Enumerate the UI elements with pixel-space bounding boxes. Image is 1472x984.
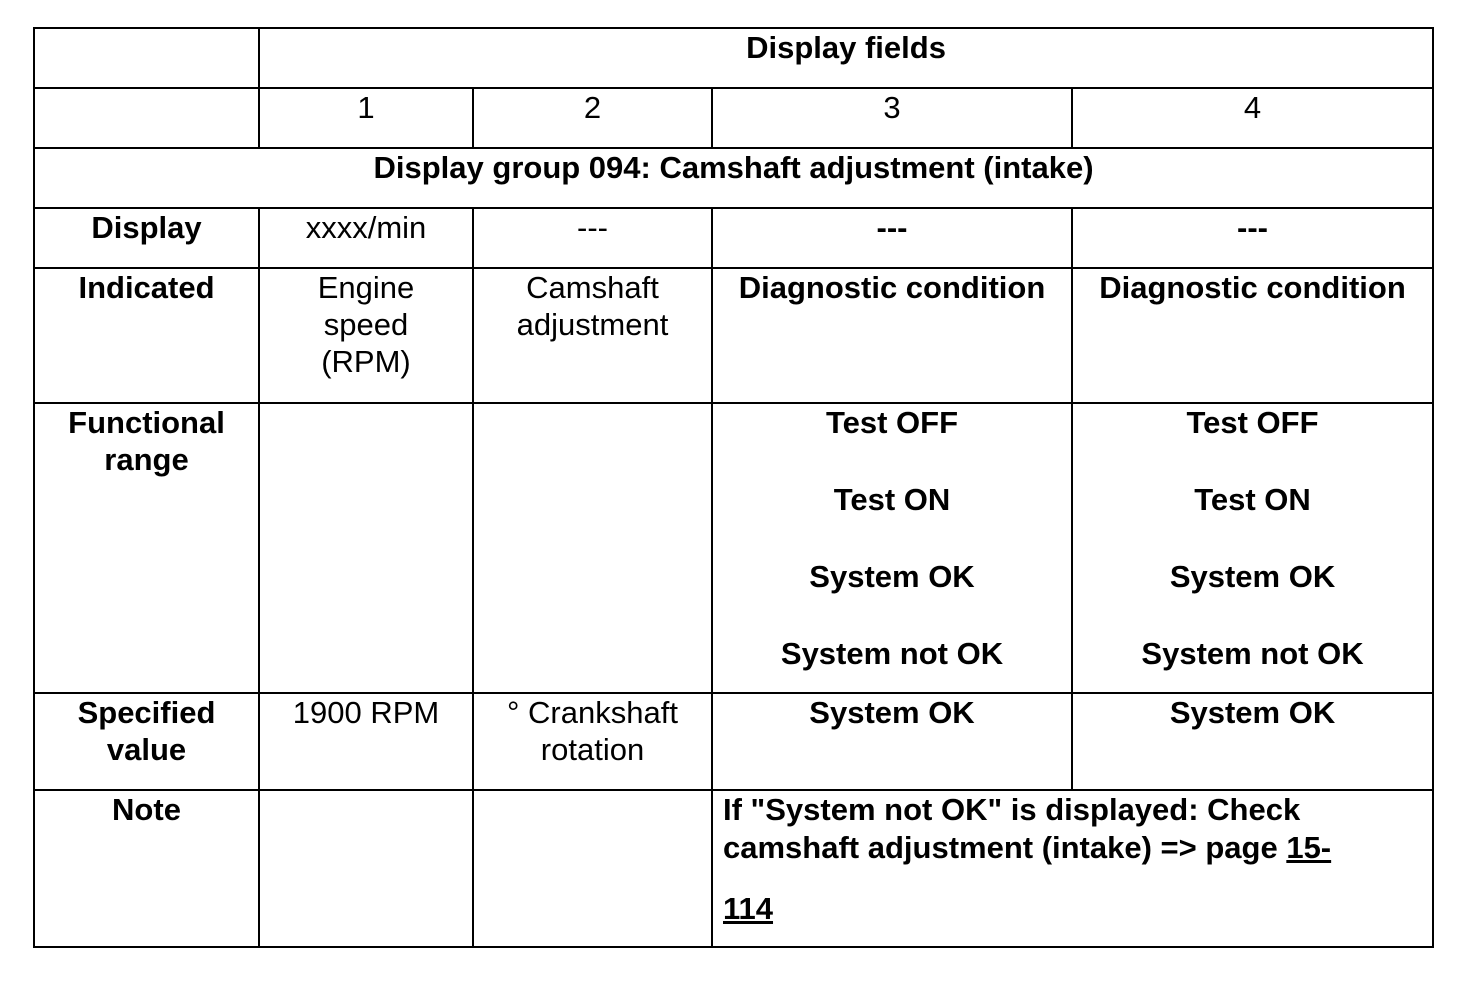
display-group-table xyxy=(33,27,1434,948)
page-reference-link[interactable]: 15- xyxy=(1286,830,1332,865)
range-item: System not OK xyxy=(780,636,1004,671)
specified-value-row xyxy=(34,693,1433,790)
group-title: Display group 094: Camshaft adjustment (intake) xyxy=(34,148,1433,208)
functional-range-row xyxy=(34,403,1433,693)
specified-value-cell-2: ° Crankshaft rotation xyxy=(473,693,712,790)
specified-value-cell-4: System OK xyxy=(1072,693,1433,790)
column-number-4: 4 xyxy=(1072,88,1433,148)
header-row-numbers xyxy=(34,88,1433,148)
indicated-cell-2: Camshaft adjustment xyxy=(473,268,712,403)
group-title-row xyxy=(34,148,1433,208)
display-row xyxy=(34,208,1433,268)
display-cell-2: --- xyxy=(473,208,712,268)
indicated-cell-4: Diagnostic condition xyxy=(1072,268,1433,403)
indicated-cell-3: Diagnostic condition xyxy=(712,268,1072,403)
range-item: System not OK xyxy=(1141,636,1364,671)
column-number-2: 2 xyxy=(473,88,712,148)
specified-value-cell-3: System OK xyxy=(712,693,1072,790)
display-cell-4: --- xyxy=(1072,208,1433,268)
row-label-display: Display xyxy=(34,208,259,268)
indicated-row xyxy=(34,268,1433,403)
note-cell-1 xyxy=(259,790,473,947)
display-fields-header: Display fields xyxy=(259,28,1433,88)
note-row xyxy=(34,790,1433,947)
header-corner-cell xyxy=(34,28,259,88)
note-text xyxy=(723,791,1422,867)
specified-value-cell-1: 1900 RPM xyxy=(259,693,473,790)
range-item: Test ON xyxy=(1194,482,1311,517)
functional-range-cell-1 xyxy=(259,403,473,693)
functional-range-cell-3 xyxy=(712,403,1072,693)
note-message: If "System not OK" is displayed: Check camshaft adjustment (intake) => page xyxy=(723,792,1301,865)
column-number-1: 1 xyxy=(259,88,473,148)
header-row-fields xyxy=(34,28,1433,88)
range-item: Test OFF xyxy=(1186,405,1319,440)
range-item: System OK xyxy=(809,559,975,594)
column-number-3: 3 xyxy=(712,88,1072,148)
display-cell-3: --- xyxy=(712,208,1072,268)
range-item: Test OFF xyxy=(825,405,959,440)
functional-range-cell-4 xyxy=(1072,403,1433,693)
header-corner-cell-2 xyxy=(34,88,259,148)
row-label-specified-value: Specified value xyxy=(34,693,259,790)
range-item: Test ON xyxy=(833,482,951,517)
note-cell-2 xyxy=(473,790,712,947)
indicated-cell-1: Engine speed (RPM) xyxy=(259,268,473,403)
page-reference-link-cont[interactable]: 114 xyxy=(723,891,774,926)
display-cell-1: xxxx/min xyxy=(259,208,473,268)
note-text-cell xyxy=(712,790,1433,947)
range-item: System OK xyxy=(1169,559,1336,594)
row-label-note: Note xyxy=(34,790,259,947)
row-label-functional-range: Functional range xyxy=(34,403,259,693)
row-label-indicated: Indicated xyxy=(34,268,259,403)
functional-range-cell-2 xyxy=(473,403,712,693)
